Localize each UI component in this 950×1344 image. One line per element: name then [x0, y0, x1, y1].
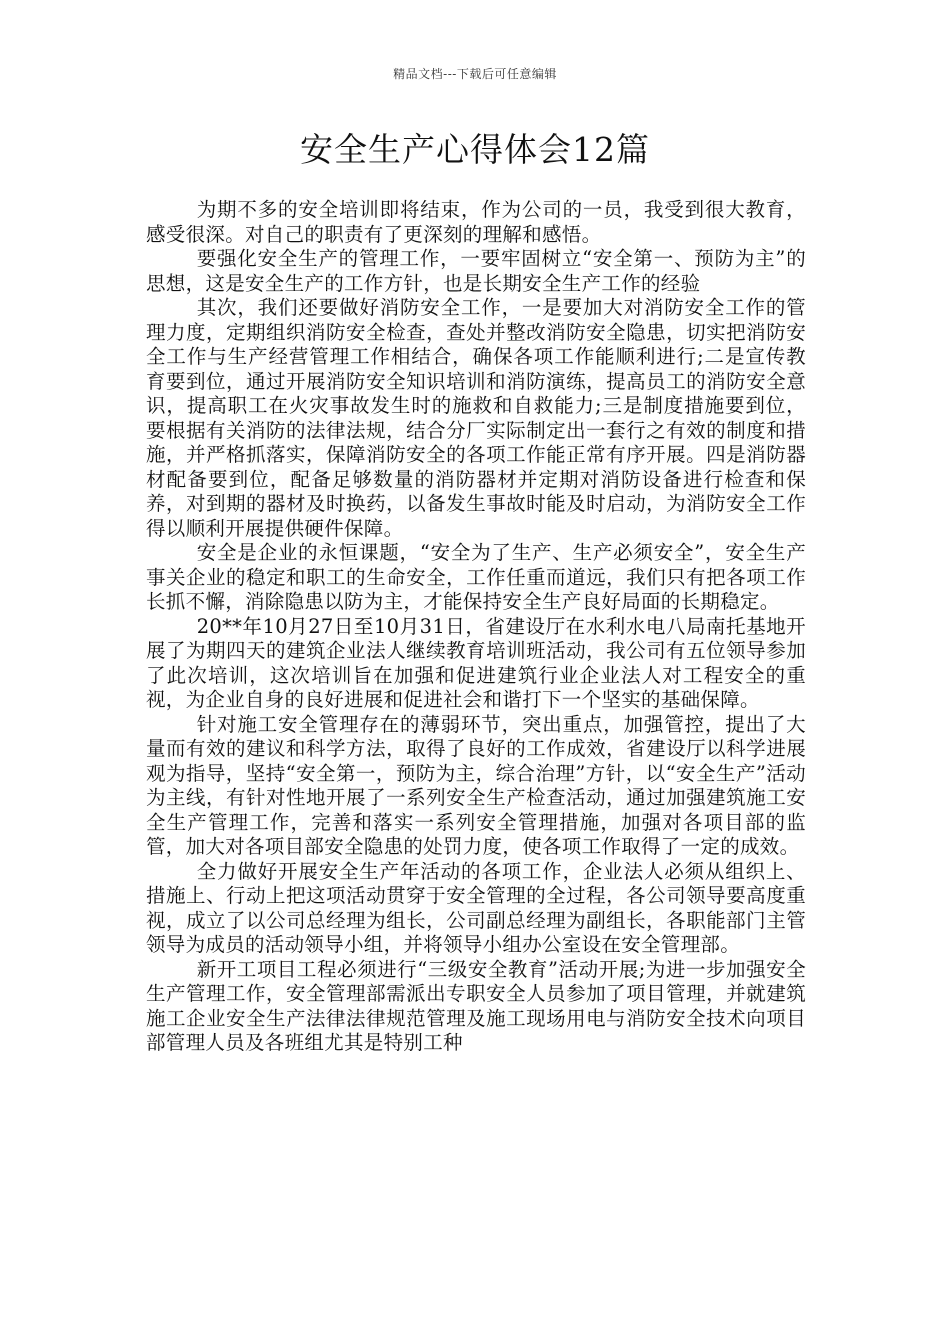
document-body	[146, 198, 806, 1056]
paragraph: 其次，我们还要做好消防安全工作，一是要加大对消防安全工作的管理力度，定期组织消防安全检查，查处并整改消防安全隐患，切实把消防安全工作与生产经营管理工作相结合，确保各项工作能顺利进行;二是宣传教育要到位，通过开展消防安全知识培训和消防演练，提高员工的消防安全意识，提高职工在火灾事故发生时的施救和自救能力;三是制度措施要到位，要根据有关消防的法律法规，结合分厂实际制定出一套行之有效的制度和措施，并严格抓落实，保障消防安全的各项工作能正常有序开展。四是消防器材配备要到位，配备足够数量的消防器材并定期对消防设备进行检查和保养，对到期的器材及时换药，以备发生事故时能及时启动，为消防安全工作得以顺利开展提供硬件保障。	[146, 296, 806, 540]
paragraph: 安全是企业的永恒课题，“安全为了生产、生产必须安全”，安全生产事关企业的稳定和职工的生命安全，工作任重而道远，我们只有把各项工作长抓不懈，消除隐患以防为主，才能保持安全生产良好局面的长期稳定。	[146, 541, 806, 613]
paragraph: 为期不多的安全培训即将结束，作为公司的一员，我受到很大教育，感受很深。对自己的职责有了更深刻的理解和感悟。	[146, 198, 806, 246]
header-note: 精品文档---下载后可任意编辑	[393, 67, 557, 81]
paragraph: 针对施工安全管理存在的薄弱环节，突出重点，加强管控，提出了大量而有效的建议和科学方法，取得了良好的工作成效，省建设厅以科学进展观为指导，坚持“安全第一，预防为主，综合治理”方针，以“安全生产”活动为主线，有针对性地开展了一系列安全生产检查活动，通过加强建筑施工安全生产管理工作，完善和落实一系列安全管理措施，加强对各项目部的监管，加大对各项目部安全隐患的处罚力度，使各项工作取得了一定的成效。	[146, 712, 806, 858]
paragraph: 全力做好开展安全生产年活动的各项工作，企业法人必须从组织上、措施上、行动上把这项活动贯穿于安全管理的全过程，各公司领导要高度重视，成立了以公司总经理为组长，公司副总经理为副组长，各职能部门主管领导为成员的活动领导小组，并将领导小组办公室设在安全管理部。	[146, 859, 806, 956]
paragraph: 要强化安全生产的管理工作，一要牢固树立“安全第一、预防为主”的思想，这是安全生产的工作方针，也是长期安全生产工作的经验	[146, 247, 806, 295]
paragraph: 20**年10月27日至10月31日，省建设厅在水利水电八局南托基地开展了为期四天的建筑企业法人继续教育培训班活动，我公司有五位领导参加了此次培训，这次培训旨在加强和促进建筑行业企业法人对工程安全的重视，为企业自身的良好进展和促进社会和谐打下一个坚实的基础保障。	[146, 614, 806, 711]
paragraph: 新开工项目工程必须进行“三级安全教育”活动开展;为进一步加强安全生产管理工作，安全管理部需派出专职安全人员参加了项目管理，并就建筑施工企业安全生产法律法律规范管理及施工现场用电与消防安全技术向项目部管理人员及各班组尤其是特别工种	[146, 957, 806, 1054]
document-title: 安全生产心得体会12篇	[300, 130, 650, 169]
